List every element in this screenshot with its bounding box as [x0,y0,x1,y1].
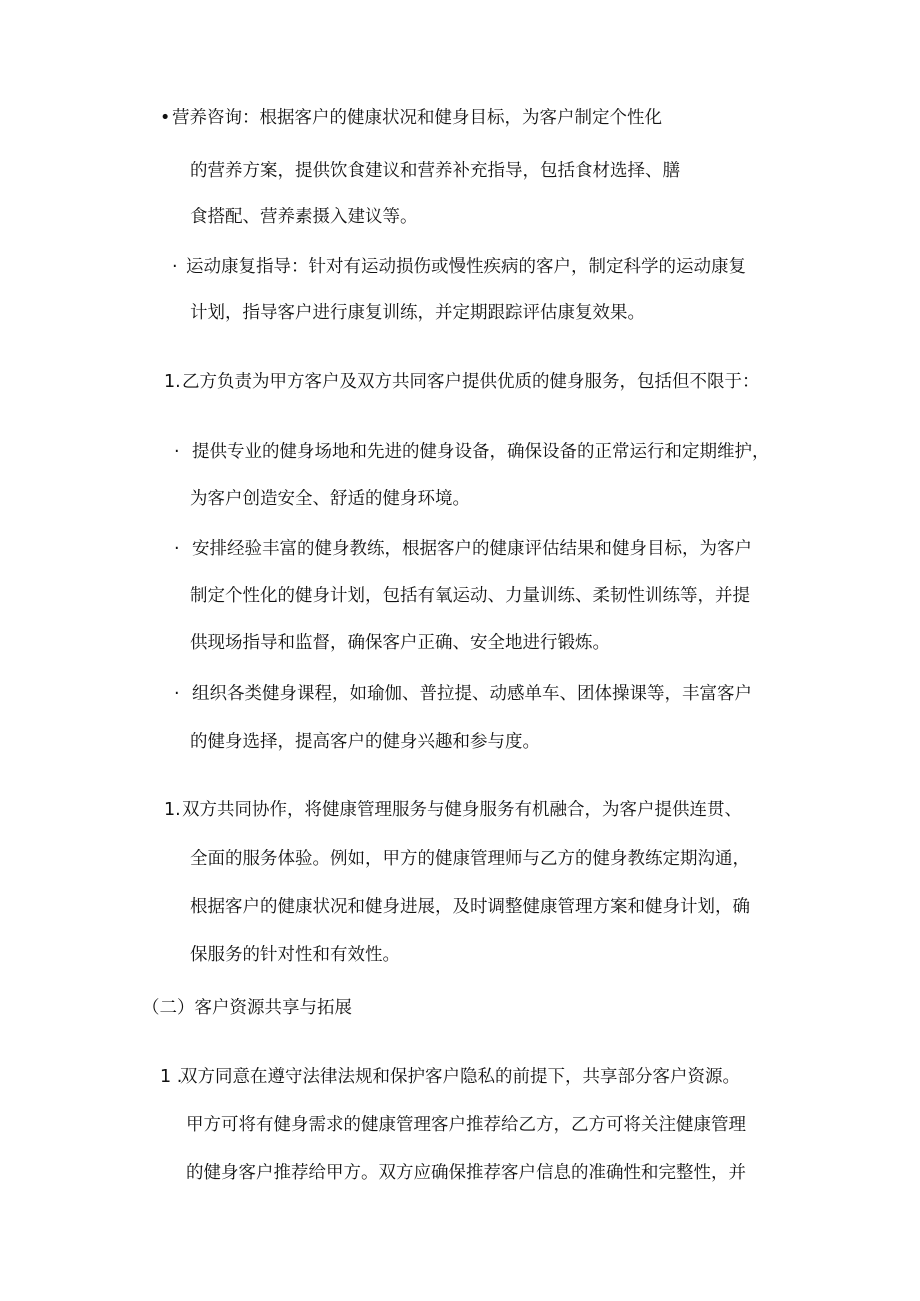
venue-line-2: 为客户创造安全、舒适的健身环境。 [190,489,470,509]
coaches-line-3: 供现场指导和监督，确保客户正确、安全地进行锻炼。 [190,633,610,653]
section-heading: （二）客户资源共享与拓展 [142,998,352,1018]
sharing-line-2: 甲方可将有健身需求的健康管理客户推荐给乙方，乙方可将关注健康管理 [186,1115,746,1135]
courses-line-1: 组织各类健身课程，如瑜伽、普拉提、动感单车、团体操课等，丰富客户 [192,684,752,704]
bullet-nutrition: • [160,108,171,128]
party-b-line-1: 乙方负责为甲方客户及双方共同客户提供优质的健身服务，包括但不限于： [182,372,760,392]
courses-line-2: 的健身选择，提高客户的健身兴趣和参与度。 [190,732,540,752]
sharing-line-3: 的健身客户推荐给甲方。双方应确保推荐客户信息的准确性和完整性，并 [186,1163,746,1183]
venue-line-1: 提供专业的健身场地和先进的健身设备，确保设备的正常运行和定期维护， [192,442,770,462]
sharing-line-1: 双方同意在遵守法律法规和保护客户隐私的前提下，共享部分客户资源。 [180,1067,740,1087]
cooperation-line-3: 根据客户的健康状况和健身进展，及时调整健康管理方案和健身计划，确 [190,897,750,917]
cooperation-line-2: 全面的服务体验。例如，甲方的健康管理师与乙方的健身教练定期沟通， [190,849,750,869]
rehab-line-2: 计划，指导客户进行康复训练，并定期跟踪评估康复效果。 [190,303,645,323]
coaches-line-1: 安排经验丰富的健身教练，根据客户的健康评估结果和健身目标，为客户 [192,539,752,559]
cooperation-line-4: 保服务的针对性和有效性。 [190,945,400,965]
cooperation-line-1: 双方共同协作，将健康管理服务与健身服务有机融合，为客户提供连贯、 [182,800,742,820]
nutrition-line-1: 营养咨询：根据客户的健康状况和健身目标，为客户制定个性化 [172,108,662,128]
rehab-line-1: 运动康复指导：针对有运动损伤或慢性疾病的客户，制定科学的运动康复 [186,257,746,277]
number-party-b: 1. [164,372,181,392]
number-cooperation: 1. [164,800,181,820]
nutrition-line-3: 食搭配、营养素摄入建议等。 [190,207,418,227]
nutrition-line-2: 的营养方案，提供饮食建议和营养补充指导，包括食材选择、膳 [190,161,680,181]
bullet-courses: · [174,684,180,704]
bullet-venue: · [174,442,180,462]
bullet-coaches: · [174,539,180,559]
number-sharing: 1 . [160,1067,183,1087]
bullet-rehab: · [172,257,178,277]
coaches-line-2: 制定个性化的健身计划，包括有氧运动、力量训练、柔韧性训练等，并提 [190,586,750,606]
